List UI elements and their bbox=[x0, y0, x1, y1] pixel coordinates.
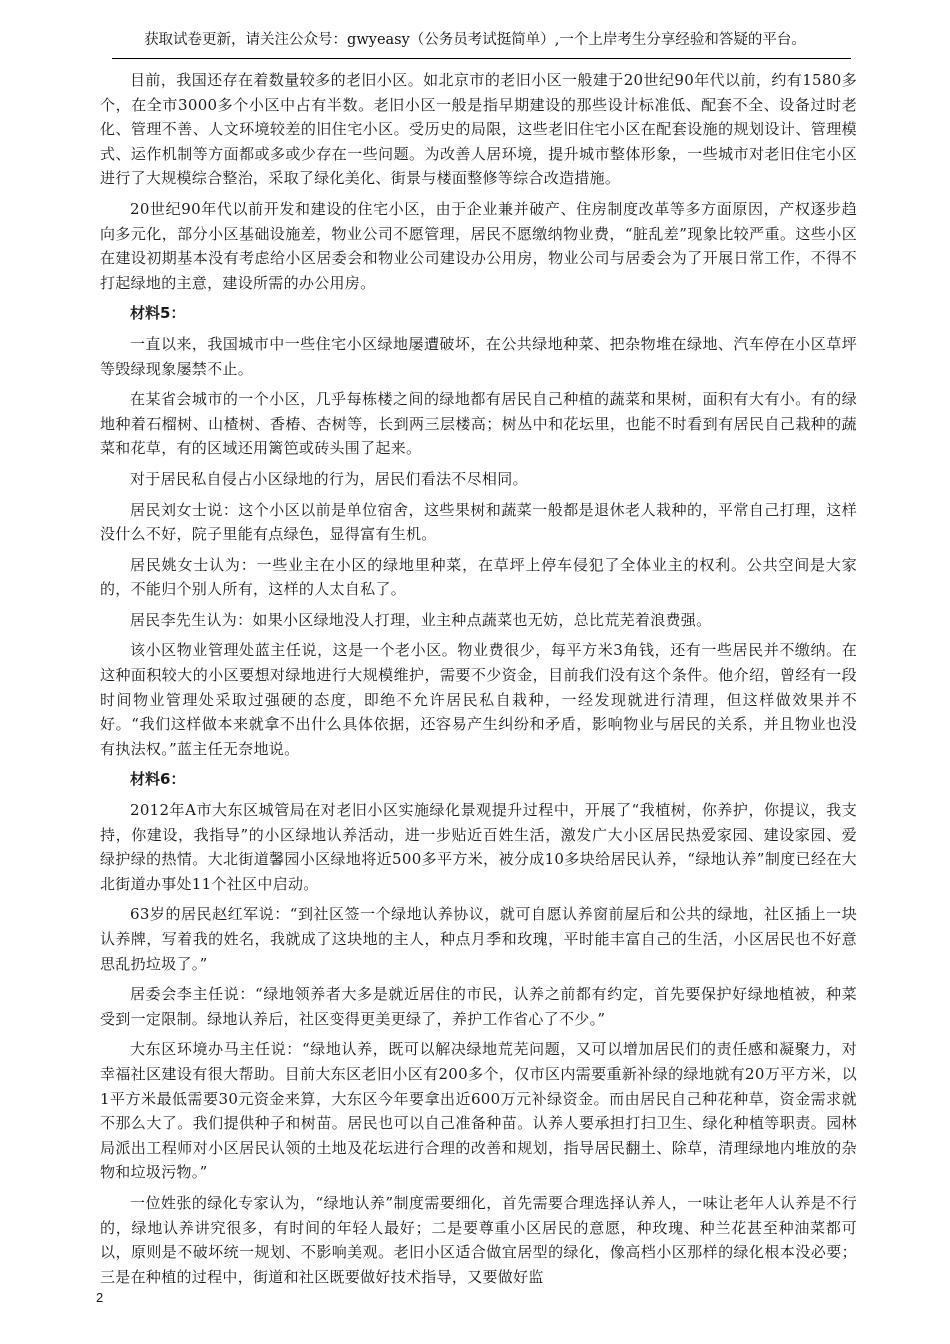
paragraph: 在某省会城市的一个小区，几乎每栋楼之间的绿地都有居民自己种植的蔬菜和果树，面积有大有小。有的绿地种着石榴树、山楂树、香椿、杏树等，长到两三层楼高；树丛中和花坛里，也能不时看到有居民自己栽种的蔬菜和花草，有的区域还用篱笆或砖头围了起来。 bbox=[100, 390, 857, 458]
page-number: 2 bbox=[96, 1290, 104, 1305]
document-body bbox=[100, 68, 857, 1295]
page-header: 获取试卷更新，请关注公众号：gwyeasy（公务员考试挺简单）,一个上岸考生分享经验和答疑的平台。 bbox=[144, 32, 806, 48]
paragraph: 一直以来，我国城市中一些住宅小区绿地屡遭破坏，在公共绿地种菜、把杂物堆在绿地、汽车停在小区草坪等毁绿现象屡禁不止。 bbox=[100, 334, 857, 378]
header-divider bbox=[112, 58, 851, 59]
paragraph: 2012年A市大东区城管局在对老旧小区实施绿化景观提升过程中，开展了“我植树，你养护，你提议，我支持，你建设，我指导”的小区绿地认养活动，进一步贴近百姓生活，激发广大小区居民热爱家园、建设家园、爱绿护绿的热情。大北街道馨园小区绿地将近500多平方米，被分成10多块给居民认养，“绿地认养”制度已经在大北街道办事处11个社区中启动。 bbox=[100, 801, 857, 893]
paragraph: 20世纪90年代以前开发和建设的住宅小区，由于企业兼并破产、住房制度改革等多方面原因，产权逐步趋向多元化，部分小区基础设施差，物业公司不愿管理，居民不愿缴纳物业费，“脏乱差”现象比较严重。这些小区在建设初期基本没有考虑给小区居委会和物业公司建设办公用房，物业公司与居委会为了开展日常工作，不得不打起绿地的主意，建设所需的办公用房。 bbox=[100, 199, 857, 292]
section-heading-material-5: 材料5： bbox=[130, 304, 186, 323]
paragraph: 居民刘女士说：这个小区以前是单位宿舍，这些果树和蔬菜一般都是退休老人栽种的，平常自己打理，这样没什么不好，院子里能有点绿色，显得富有生机。 bbox=[100, 500, 857, 544]
paragraph: 居委会李主任说：“绿地领养者大多是就近居住的市民，认养之前都有约定，首先要保护好绿地植被，种菜受到一定限制。绿地认养后，社区变得更美更绿了，养护工作省心了不少。” bbox=[100, 985, 857, 1028]
paragraph: 对于居民私自侵占小区绿地的行为，居民们看法不尽相同。 bbox=[130, 469, 528, 488]
paragraph: 居民姚女士认为：一些业主在小区的绿地里种菜，在草坪上停车侵犯了全体业主的权利。公共空间是大家的，不能归个别人所有，这样的人太自私了。 bbox=[100, 555, 857, 599]
paragraph: 目前，我国还存在着数量较多的老旧小区。如北京市的老旧小区一般建于20世纪90年代以前，约有1580多个，在全市3000多个小区中占有半数。老旧小区一般是指早期建设的那些设计标准低、配套不全、设备过时老化、管理不善、人文环境较差的旧住宅小区。受历史的局限，这些老旧住宅小区在配套设施的规划设计、管理模式、运作机制等方面都或多或少存在一些问题。为改善人居环境，提升城市整体形象，一些城市对老旧住宅小区进行了大规模综合整治，采取了绿化美化、街景与楼面整修等综合改造措施。 bbox=[100, 71, 857, 188]
paragraph: 63岁的居民赵红军说：“到社区签一个绿地认养协议，就可自愿认养窗前屋后和公共的绿地，社区插上一块认养牌，写着我的姓名，我就成了这块地的主人，种点月季和玫瑰，平时能丰富自己的生活，小区居民也不好意思乱扔垃圾了。” bbox=[100, 905, 857, 973]
paragraph: 该小区物业管理处蓝主任说，这是一个老小区。物业费很少，每平方米3角钱，还有一些居民并不缴纳。在这种面积较大的小区要想对绿地进行大规模维护，需要不少资金，目前我们没有这个条件。他介绍，曾经有一段时间物业管理处采取过强硬的态度，即绝不允许居民私自栽种，一经发现就进行清理，但这样做效果并不好。“我们这样做本来就拿不出什么具体依据，还容易产生纠纷和矛盾，影响物业与居民的关系，并且物业也没有执法权。”蓝主任无奈地说。 bbox=[100, 641, 857, 758]
paragraph: 一位姓张的绿化专家认为，“绿地认养”制度需要细化，首先需要合理选择认养人，一味让老年人认养是不行的，绿地认养讲究很多，有时间的年轻人最好；二是要尊重小区居民的意愿，种玫瑰、种兰花甚至种油菜都可以，原则是不破坏统一规划、不影响美观。老旧小区适合做宜居型的绿化，像高档小区那样的绿化根本没必要；三是在种植的过程中，街道和社区既要做好技术指导，又要做好监 bbox=[100, 1193, 857, 1286]
paragraph: 居民李先生认为：如果小区绿地没人打理，业主种点蔬菜也无妨，总比荒芜着浪费强。 bbox=[130, 610, 712, 629]
section-heading-material-6: 材料6： bbox=[130, 770, 186, 789]
paragraph: 大东区环境办马主任说：“绿地认养，既可以解决绿地荒芜问题，又可以增加居民们的责任感和凝聚力，对幸福社区建设有很大帮助。目前大东区老旧小区有200多个，仅市区内需要重新补绿的绿地就有20万平方米，以1平方米最低需要30元资金来算，大东区今年要拿出近600万元补绿资金。而由居民自己种花种草，资金需求就不那么大了。我们提供种子和树苗。居民也可以自己准备种苗。认养人要承担打扫卫生、绿化种植等职责。园林局派出工程师对小区居民认领的土地及花坛进行合理的改善和规划，指导居民翻土、除草，清理绿地内堆放的杂物和垃圾污物。” bbox=[100, 1040, 857, 1182]
